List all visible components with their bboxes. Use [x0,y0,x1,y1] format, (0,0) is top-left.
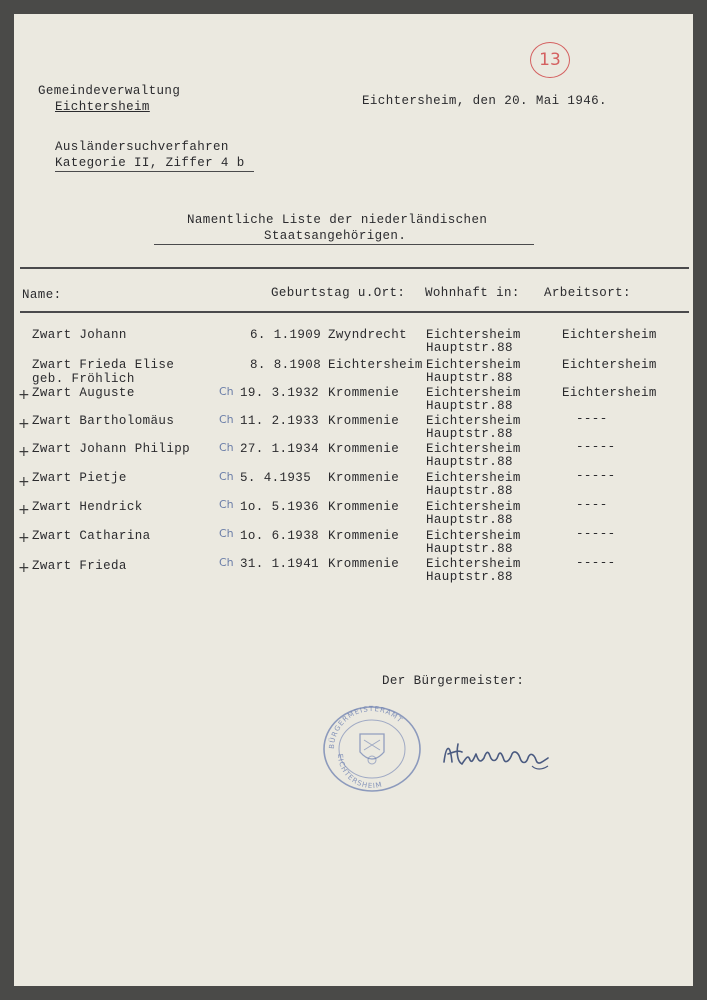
row-residence: Eichtersheim [426,358,521,372]
row-date: 1o. 6.1938 [240,529,320,543]
procedure-underline [55,171,254,172]
row-place: Krommenie [328,471,400,485]
office-line1: Gemeindeverwaltung [38,84,181,98]
row-residence: Eichtersheim [426,328,521,342]
office-line2: Eichtersheim [55,100,150,114]
row-cross-mark: + [18,387,30,403]
list-title-line2: Staatsangehörigen. [264,229,407,243]
row-street: Hauptstr.88 [426,371,513,385]
row-name: Zwart Bartholomäus [32,414,175,428]
page-number-mark [530,42,570,78]
row-work: Eichtersheim [562,386,657,400]
row-pencil-note: Ch [219,498,234,511]
row-name: Zwart Auguste [32,386,135,400]
row-pencil-note: Ch [219,385,234,398]
col-header-work: Arbeitsort: [544,286,631,300]
row-cross-mark: + [18,444,30,460]
row-date: 27. 1.1934 [240,442,320,456]
row-residence: Eichtersheim [426,386,521,400]
procedure-line2: Kategorie II, Ziffer 4 b [55,156,245,170]
row-street: Hauptstr.88 [426,455,513,469]
row-date: 5. 4.1935 [240,471,312,485]
row-work: ----- [576,556,616,570]
mayor-signature [440,732,560,776]
row-date: 8. 8.1908 [250,358,322,372]
title-underline [154,244,534,245]
row-work: ----- [576,440,616,454]
row-work: ----- [576,527,616,541]
row-name: Zwart Catharina [32,529,151,543]
row-date: 31. 1.1941 [240,557,320,571]
row-street: Hauptstr.88 [426,542,513,556]
row-street: Hauptstr.88 [426,570,513,584]
row-name-maiden: geb. Fröhlich [32,372,135,386]
row-cross-mark: + [18,474,30,490]
row-cross-mark: + [18,416,30,432]
row-date: 11. 2.1933 [240,414,320,428]
document-page [14,14,693,986]
row-residence: Eichtersheim [426,529,521,543]
row-work: Eichtersheim [562,328,657,342]
row-residence: Eichtersheim [426,471,521,485]
row-name: Zwart Pietje [32,471,127,485]
row-place: Eichtersheim [328,358,423,372]
row-place: Krommenie [328,500,400,514]
row-pencil-note: Ch [219,470,234,483]
seal-bottom-text: EICHTERSHEIM [335,753,384,791]
row-street: Hauptstr.88 [426,484,513,498]
row-name: Zwart Frieda [32,559,127,573]
signature-label: Der Bürgermeister: [382,674,525,688]
table-top-rule [20,267,689,269]
col-header-residence: Wohnhaft in: [425,286,520,300]
row-place: Krommenie [328,529,400,543]
row-cross-mark: + [18,502,30,518]
row-residence: Eichtersheim [426,500,521,514]
row-cross-mark: + [18,530,30,546]
col-header-name: Name: [22,288,62,302]
row-residence: Eichtersheim [426,442,521,456]
page-number-text: 13 [539,50,561,70]
table-header-rule [20,311,689,313]
row-pencil-note: Ch [219,441,234,454]
row-pencil-note: Ch [219,527,234,540]
row-date: 19. 3.1932 [240,386,320,400]
col-header-birth: Geburtstag u.Ort: [271,286,406,300]
row-name: Zwart Johann [32,328,127,342]
row-residence: Eichtersheim [426,414,521,428]
row-work: Eichtersheim [562,358,657,372]
row-name: Zwart Frieda Elise [32,358,175,372]
row-name: Zwart Johann Philipp [32,442,191,456]
row-place: Krommenie [328,386,400,400]
row-pencil-note: Ch [219,413,234,426]
row-date: 1o. 5.1936 [240,500,320,514]
row-cross-mark: + [18,560,30,576]
row-date: 6. 1.1909 [250,328,322,342]
official-seal-stamp [320,704,424,794]
row-residence: Eichtersheim [426,557,521,571]
row-work: ---- [576,498,608,512]
row-work: ----- [576,469,616,483]
document-date: Eichtersheim, den 20. Mai 1946. [362,94,607,108]
row-name: Zwart Hendrick [32,500,143,514]
row-street: Hauptstr.88 [426,513,513,527]
row-street: Hauptstr.88 [426,427,513,441]
seal-shield-icon [360,734,384,759]
row-place: Krommenie [328,442,400,456]
procedure-line1: Ausländersuchverfahren [55,140,229,154]
row-place: Zwyndrecht [328,328,408,342]
row-place: Krommenie [328,414,400,428]
row-street: Hauptstr.88 [426,341,513,355]
row-street: Hauptstr.88 [426,399,513,413]
row-place: Krommenie [328,557,400,571]
list-title-line1: Namentliche Liste der niederländischen [187,213,488,227]
row-work: ---- [576,412,608,426]
seal-top-text: BÜRGERMEISTERAMT [327,704,405,750]
row-pencil-note: Ch [219,556,234,569]
